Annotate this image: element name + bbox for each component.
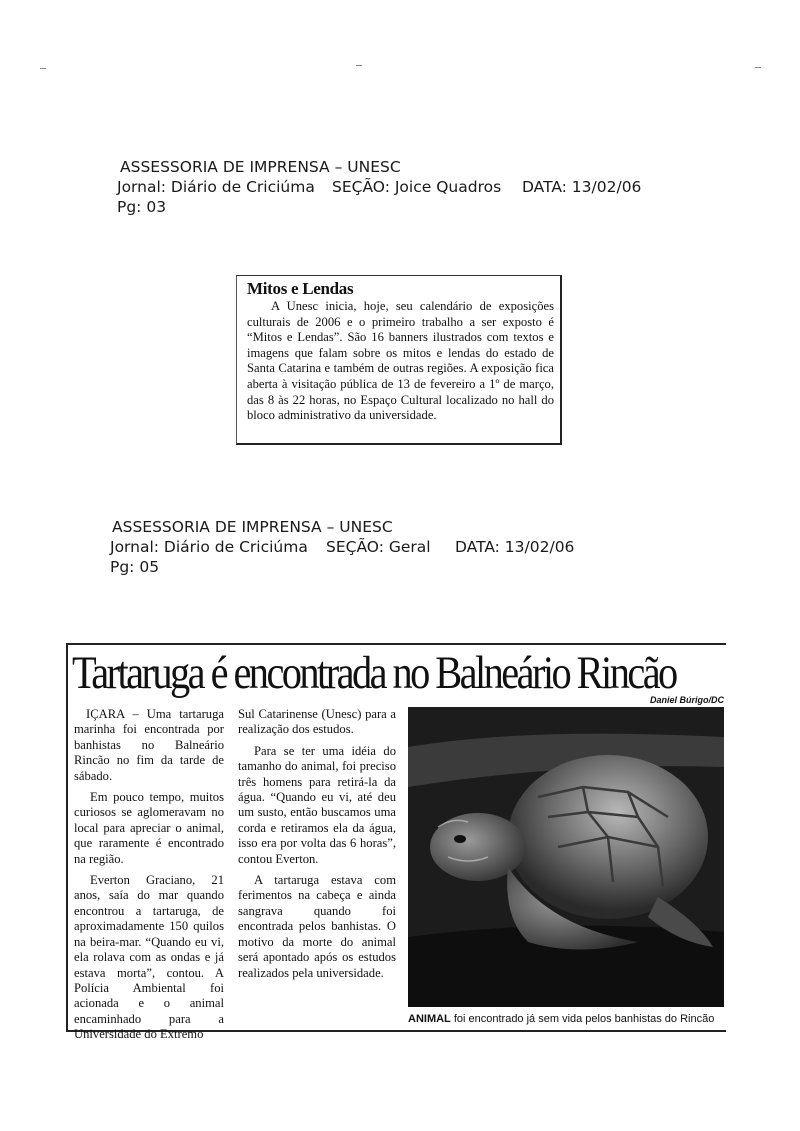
article-column-1 xyxy=(74,707,224,1043)
article-paragraph: Everton Graciano, 21 anos, saía do mar quando encontrou a tartaruga, de aproximadamente 150 quilos na beira-mar. “Quando eu vi, ela rolava com as ondas e já estava morta”, contou. A Polícia Ambiental foi acionada e o animal encaminhado para a Universidade do Extremo xyxy=(74,873,224,1042)
clip-title: Mitos e Lendas xyxy=(247,279,354,298)
header-date: DATA: 13/02/06 xyxy=(455,538,575,556)
caption-text: foi encontrado já sem vida pelos banhistas do Rincão xyxy=(450,1013,715,1025)
article-paragraph: A tartaruga estava com ferimentos na cabeça e ainda sangrava quando foi encontrada pelos banhistas. O motivo da morte do animal será apontado após os estudos realizados pela universidade. xyxy=(238,873,396,980)
header-section: SEÇÃO: Geral xyxy=(326,538,431,556)
news-clip-tartaruga xyxy=(66,643,726,1042)
header-date: DATA: 13/02/06 xyxy=(522,178,642,196)
header-agency: ASSESSORIA DE IMPRENSA – UNESC xyxy=(120,158,401,176)
header-page: Pg: 05 xyxy=(110,558,160,576)
scan-speck xyxy=(755,67,761,68)
article-paragraph: Sul Catarinense (Unesc) para a realização dos estudos. xyxy=(238,707,396,737)
article-paragraph: Em pouco tempo, muitos curiosos se aglomeravam no local para apreciar o animal, que raramente é encontrado na região. xyxy=(74,790,224,866)
article-paragraph: Para se ter uma idéia do tamanho do animal, foi preciso três homens para retirá-la da água. “Quando eu vi, até deu um susto, então buscamos uma corda e retiramos ela da água, isso era por volta das 6 horas”, contou Everton. xyxy=(238,743,396,866)
caption-lead: ANIMAL xyxy=(408,1013,451,1025)
header-section: SEÇÃO: Joice Quadros xyxy=(332,178,502,196)
sea-turtle-illustration xyxy=(408,707,724,1007)
scan-speck xyxy=(356,65,362,66)
article-column-2 xyxy=(238,707,396,981)
clip-body: A Unesc inicia, hoje, seu calendário de exposições culturais de 2006 e o primeiro trabalho a ser exposto é “Mitos e Lendas”. São 16 banners ilustrados com textos e imagens que falam sobre os mitos e lendas do estado de Santa Catarina e também de outras regiões. A exposição fica aberta à visitação pública de 13 de fevereiro a 1º de março, das 8 às 22 horas, no Espaço Cultural localizado no hall do bloco administrativo da universidade. xyxy=(247,299,554,423)
scan-speck xyxy=(40,68,46,69)
header-agency: ASSESSORIA DE IMPRENSA – UNESC xyxy=(112,518,393,536)
press-header-1 xyxy=(117,157,680,217)
news-clip-mitos-e-lendas xyxy=(236,275,562,445)
turtle-photo xyxy=(408,707,724,1007)
photo-caption xyxy=(408,1011,724,1027)
header-journal: Jornal: Diário de Criciúma xyxy=(117,178,315,196)
photo-credit: Daniel Búrigo/DC xyxy=(649,695,724,705)
header-page: Pg: 03 xyxy=(117,198,167,216)
article-headline: Tartaruga é encontrada no Balneário Rincão xyxy=(72,647,676,699)
header-journal: Jornal: Diário de Criciúma xyxy=(110,538,308,556)
article-paragraph: IÇARA – Uma tartaruga marinha foi encontrada por banhistas no Balneário Rincão no fim da tarde de sábado. xyxy=(74,707,224,783)
press-header-2 xyxy=(112,517,672,577)
